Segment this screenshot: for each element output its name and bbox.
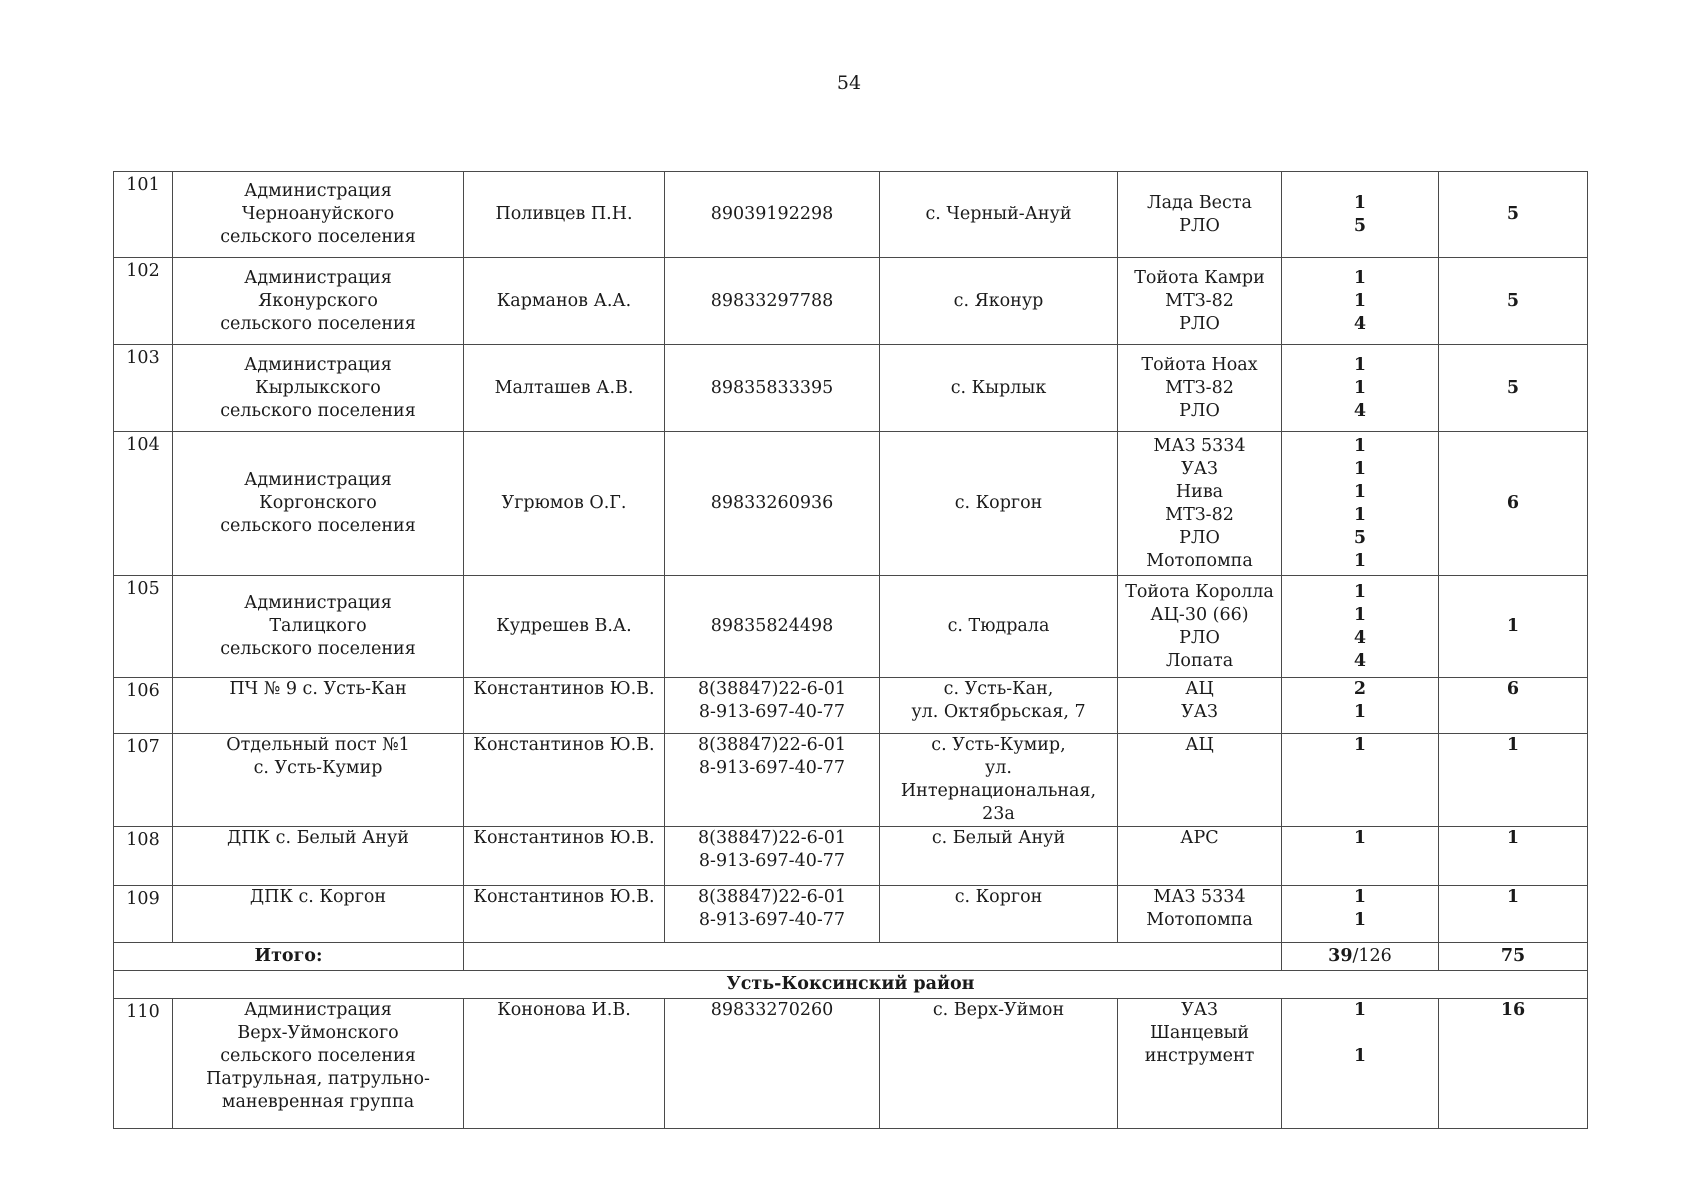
quantity-cell-line: 1 bbox=[1353, 1046, 1367, 1066]
quantity-cell-line: 1 bbox=[1353, 604, 1367, 625]
equipment-cell-line: МАЗ 5334 bbox=[1153, 435, 1246, 456]
resources-table bbox=[113, 171, 1588, 1129]
responsible-person-cell-line: Константинов Ю.В. bbox=[473, 679, 655, 699]
organization-cell-line: Коргонского bbox=[259, 493, 377, 513]
phone-cell-line: 8(38847)22-6-01 bbox=[698, 828, 846, 848]
organization-cell-line: Администрация bbox=[244, 267, 392, 288]
responsible-person-cell-line: Карманов А.А. bbox=[496, 290, 632, 311]
organization-cell-line: Талицкого bbox=[269, 616, 367, 636]
personnel-total-cell: 1 bbox=[1439, 576, 1588, 678]
organization-cell-line: сельского поселения bbox=[220, 1046, 416, 1066]
equipment-cell-line: УАЗ bbox=[1181, 1000, 1218, 1020]
quantity-cell bbox=[1282, 345, 1439, 432]
organization-cell-line: Черноануйского bbox=[241, 204, 395, 224]
address-cell bbox=[880, 886, 1118, 943]
equipment-cell bbox=[1118, 999, 1282, 1129]
table-row bbox=[114, 345, 1588, 432]
organization-cell-line: Патрульная, патрульно- bbox=[206, 1069, 430, 1089]
personnel-total-cell: 5 bbox=[1439, 345, 1588, 432]
row-number: 110 bbox=[114, 999, 173, 1129]
equipment-cell-line: Мотопомпа bbox=[1146, 550, 1253, 571]
address-cell-line: с. Яконур bbox=[953, 290, 1044, 311]
row-number: 105 bbox=[114, 576, 173, 678]
organization-cell-line: сельского поселения bbox=[220, 400, 416, 421]
equipment-cell-line: МТЗ-82 bbox=[1165, 504, 1234, 525]
quantity-cell-line: 4 bbox=[1353, 313, 1367, 334]
phone-cell-line: 89833260936 bbox=[710, 493, 834, 513]
organization-cell bbox=[173, 576, 464, 678]
address-cell-line: с. Белый Ануй bbox=[931, 828, 1066, 848]
organization-cell bbox=[173, 886, 464, 943]
total-quantity: 39/126 bbox=[1282, 943, 1439, 971]
equipment-cell-line: РЛО bbox=[1179, 627, 1220, 648]
phone-cell bbox=[665, 734, 880, 827]
organization-cell-line: Администрация bbox=[244, 593, 392, 613]
organization-cell bbox=[173, 172, 464, 258]
phone-cell bbox=[665, 886, 880, 943]
row-number: 106 bbox=[114, 678, 173, 734]
table-row bbox=[114, 734, 1588, 827]
personnel-total-cell: 6 bbox=[1439, 678, 1588, 734]
quantity-cell-line: 2 bbox=[1353, 679, 1367, 699]
phone-cell-line: 89039192298 bbox=[710, 204, 834, 224]
organization-cell-line: Кырлыкского bbox=[255, 377, 381, 398]
responsible-person-cell-line: Угрюмов О.Г. bbox=[501, 493, 627, 513]
organization-cell-line: Администрация bbox=[244, 354, 392, 375]
organization-cell-line: сельского поселения bbox=[220, 639, 416, 659]
address-cell-line: 23а bbox=[982, 804, 1015, 824]
organization-cell-line: сельского поселения bbox=[220, 516, 416, 536]
quantity-cell-line: 4 bbox=[1353, 627, 1367, 648]
row-number: 108 bbox=[114, 827, 173, 886]
quantity-cell-line: 1 bbox=[1353, 910, 1367, 930]
quantity-cell bbox=[1282, 258, 1439, 345]
equipment-cell-line: Шанцевый bbox=[1149, 1023, 1250, 1043]
personnel-total-cell: 6 bbox=[1439, 432, 1588, 576]
responsible-person-cell-line: Кононова И.В. bbox=[497, 1000, 631, 1020]
organization-cell-line: Яконурского bbox=[258, 290, 378, 311]
equipment-cell-line: АЦ-30 (66) bbox=[1150, 604, 1249, 625]
responsible-person-cell bbox=[464, 172, 665, 258]
equipment-cell-line: Мотопомпа bbox=[1146, 910, 1253, 930]
equipment-cell-line: Тойота Камри bbox=[1134, 267, 1265, 288]
address-cell-line: с. Черный-Ануй bbox=[925, 204, 1072, 224]
responsible-person-cell bbox=[464, 827, 665, 886]
equipment-cell-line: МАЗ 5334 bbox=[1153, 887, 1246, 907]
personnel-total-cell: 1 bbox=[1439, 827, 1588, 886]
equipment-cell-line: РЛО bbox=[1179, 527, 1220, 548]
table-row bbox=[114, 576, 1588, 678]
row-number: 104 bbox=[114, 432, 173, 576]
organization-cell-line: ПЧ № 9 с. Усть-Кан bbox=[229, 679, 407, 699]
phone-cell bbox=[665, 576, 880, 678]
phone-cell-line: 8-913-697-40-77 bbox=[698, 702, 846, 722]
phone-cell-line: 8(38847)22-6-01 bbox=[698, 679, 846, 699]
phone-cell bbox=[665, 432, 880, 576]
organization-cell-line: с. Усть-Кумир bbox=[253, 758, 383, 778]
organization-cell bbox=[173, 678, 464, 734]
personnel-total-cell: 5 bbox=[1439, 172, 1588, 258]
address-cell-line: с. Тюдрала bbox=[947, 616, 1050, 636]
quantity-cell-line: 1 bbox=[1353, 581, 1367, 602]
responsible-person-cell-line: Поливцев П.Н. bbox=[495, 204, 633, 224]
quantity-cell bbox=[1282, 432, 1439, 576]
quantity-cell-line: 1 bbox=[1353, 354, 1367, 375]
responsible-person-cell bbox=[464, 432, 665, 576]
row-number: 103 bbox=[114, 345, 173, 432]
quantity-cell-line bbox=[1288, 1022, 1432, 1045]
page-number: 54 bbox=[836, 72, 862, 94]
equipment-cell-line: РЛО bbox=[1179, 313, 1220, 334]
responsible-person-cell-line: Малташев А.В. bbox=[494, 377, 634, 398]
equipment-cell-line: УАЗ bbox=[1181, 458, 1218, 479]
equipment-cell-line: МТЗ-82 bbox=[1165, 290, 1234, 311]
equipment-cell bbox=[1118, 576, 1282, 678]
quantity-cell-line: 1 bbox=[1353, 290, 1367, 311]
table-row bbox=[114, 172, 1588, 258]
address-cell bbox=[880, 258, 1118, 345]
personnel-total-cell: 1 bbox=[1439, 886, 1588, 943]
responsible-person-cell-line: Константинов Ю.В. bbox=[473, 735, 655, 755]
total-personnel: 75 bbox=[1439, 943, 1588, 971]
responsible-person-cell bbox=[464, 258, 665, 345]
address-cell-line: с. Коргон bbox=[954, 887, 1043, 907]
address-cell-line: с. Верх-Уймон bbox=[932, 1000, 1065, 1020]
equipment-cell-line: АЦ bbox=[1185, 679, 1214, 699]
equipment-cell bbox=[1118, 432, 1282, 576]
quantity-cell-line: 1 bbox=[1353, 550, 1367, 571]
equipment-cell-line: МТЗ-82 bbox=[1165, 377, 1234, 398]
organization-cell-line: Администрация bbox=[244, 181, 392, 201]
phone-cell-line: 8(38847)22-6-01 bbox=[698, 887, 846, 907]
quantity-cell-line: 4 bbox=[1353, 650, 1367, 671]
table-row bbox=[114, 886, 1588, 943]
quantity-cell-line: 1 bbox=[1353, 828, 1367, 848]
responsible-person-cell bbox=[464, 999, 665, 1129]
organization-cell-line: Отдельный пост №1 bbox=[226, 735, 410, 755]
address-cell bbox=[880, 432, 1118, 576]
organization-cell bbox=[173, 827, 464, 886]
responsible-person-cell bbox=[464, 886, 665, 943]
organization-cell-line: Администрация bbox=[244, 1000, 392, 1020]
phone-cell bbox=[665, 999, 880, 1129]
responsible-person-cell-line: Кудрешев В.А. bbox=[496, 616, 632, 636]
organization-cell bbox=[173, 345, 464, 432]
equipment-cell-line: Тойота Королла bbox=[1125, 581, 1274, 602]
row-number: 107 bbox=[114, 734, 173, 827]
phone-cell bbox=[665, 827, 880, 886]
responsible-person-cell bbox=[464, 734, 665, 827]
table-row bbox=[114, 999, 1588, 1129]
total-row bbox=[114, 943, 1588, 971]
quantity-cell bbox=[1282, 734, 1439, 827]
equipment-cell bbox=[1118, 827, 1282, 886]
organization-cell bbox=[173, 432, 464, 576]
quantity-cell bbox=[1282, 678, 1439, 734]
phone-cell-line: 8-913-697-40-77 bbox=[698, 910, 846, 930]
table-row bbox=[114, 258, 1588, 345]
phone-cell bbox=[665, 678, 880, 734]
quantity-cell-line: 5 bbox=[1353, 527, 1367, 548]
quantity-cell bbox=[1282, 576, 1439, 678]
quantity-cell bbox=[1282, 172, 1439, 258]
personnel-total-cell: 1 bbox=[1439, 734, 1588, 827]
phone-cell-line: 8-913-697-40-77 bbox=[698, 851, 846, 871]
quantity-cell-line: 1 bbox=[1353, 377, 1367, 398]
equipment-cell-line: АЦ bbox=[1185, 735, 1214, 755]
quantity-cell-line: 1 bbox=[1353, 435, 1367, 456]
district-header-row bbox=[114, 971, 1588, 999]
quantity-cell-line: 5 bbox=[1353, 215, 1367, 236]
organization-cell bbox=[173, 258, 464, 345]
responsible-person-cell bbox=[464, 576, 665, 678]
equipment-cell bbox=[1118, 258, 1282, 345]
quantity-cell bbox=[1282, 999, 1439, 1129]
address-cell-line: с. Усть-Кан, bbox=[943, 679, 1054, 699]
equipment-cell-line: АРС bbox=[1180, 828, 1219, 848]
equipment-cell bbox=[1118, 172, 1282, 258]
quantity-cell-line: 1 bbox=[1353, 735, 1367, 755]
address-cell bbox=[880, 734, 1118, 827]
responsible-person-cell-line: Константинов Ю.В. bbox=[473, 887, 655, 907]
quantity-cell-line: 1 bbox=[1353, 504, 1367, 525]
organization-cell-line: Верх-Уймонского bbox=[237, 1023, 399, 1043]
quantity-cell-line: 1 bbox=[1353, 1000, 1367, 1020]
address-cell bbox=[880, 678, 1118, 734]
address-cell bbox=[880, 172, 1118, 258]
equipment-cell bbox=[1118, 345, 1282, 432]
personnel-total-cell: 5 bbox=[1439, 258, 1588, 345]
organization-cell-line: ДПК с. Белый Ануй bbox=[227, 828, 409, 848]
phone-cell bbox=[665, 345, 880, 432]
equipment-cell bbox=[1118, 734, 1282, 827]
row-number: 102 bbox=[114, 258, 173, 345]
organization-cell-line: ДПК с. Коргон bbox=[249, 887, 387, 907]
row-number: 101 bbox=[114, 172, 173, 258]
address-cell bbox=[880, 576, 1118, 678]
equipment-cell-line: Тойота Ноах bbox=[1141, 354, 1258, 375]
address-cell bbox=[880, 999, 1118, 1129]
phone-cell-line: 89833297788 bbox=[710, 290, 834, 311]
phone-cell bbox=[665, 258, 880, 345]
phone-cell-line: 8-913-697-40-77 bbox=[698, 758, 846, 778]
equipment-cell-line: Лопата bbox=[1165, 650, 1234, 671]
address-cell-line: ул. Интернациональная, bbox=[900, 758, 1097, 801]
quantity-cell-line: 1 bbox=[1353, 887, 1367, 907]
organization-cell bbox=[173, 734, 464, 827]
quantity-cell-line: 1 bbox=[1353, 481, 1367, 502]
equipment-cell-line: Нива bbox=[1175, 481, 1224, 502]
phone-cell-line: 8(38847)22-6-01 bbox=[698, 735, 846, 755]
equipment-cell-line: инструмент bbox=[1144, 1046, 1255, 1066]
address-cell-line: с. Коргон bbox=[954, 493, 1043, 513]
organization-cell-line: сельского поселения bbox=[220, 227, 416, 247]
phone-cell bbox=[665, 172, 880, 258]
address-cell bbox=[880, 827, 1118, 886]
equipment-cell-line: РЛО bbox=[1179, 400, 1220, 421]
address-cell-line: ул. Октябрьская, 7 bbox=[911, 702, 1086, 722]
organization-cell-line: маневренная группа bbox=[221, 1092, 415, 1112]
quantity-cell-line: 1 bbox=[1353, 267, 1367, 288]
responsible-person-cell-line: Константинов Ю.В. bbox=[473, 828, 655, 848]
equipment-cell-line: Лада Веста bbox=[1147, 192, 1252, 213]
equipment-cell-line: РЛО bbox=[1179, 215, 1220, 236]
organization-cell-line: сельского поселения bbox=[220, 313, 416, 334]
responsible-person-cell bbox=[464, 345, 665, 432]
phone-cell-line: 89835833395 bbox=[710, 377, 834, 398]
organization-cell-line: Администрация bbox=[244, 470, 392, 490]
personnel-total-cell: 16 bbox=[1439, 999, 1588, 1129]
phone-cell-line: 89835824498 bbox=[710, 616, 834, 636]
quantity-cell-line: 4 bbox=[1353, 400, 1367, 421]
phone-cell-line: 89833270260 bbox=[710, 1000, 834, 1020]
quantity-cell bbox=[1282, 827, 1439, 886]
row-number: 109 bbox=[114, 886, 173, 943]
quantity-cell-line: 1 bbox=[1353, 702, 1367, 722]
address-cell-line: с. Кырлык bbox=[950, 377, 1047, 398]
total-empty-cell bbox=[464, 943, 1282, 971]
quantity-cell-line: 1 bbox=[1353, 192, 1367, 213]
address-cell-line: с. Усть-Кумир, bbox=[931, 735, 1066, 755]
quantity-cell bbox=[1282, 886, 1439, 943]
equipment-cell bbox=[1118, 886, 1282, 943]
table-row bbox=[114, 678, 1588, 734]
equipment-cell bbox=[1118, 678, 1282, 734]
total-label: Итого: bbox=[114, 943, 464, 971]
table-row bbox=[114, 432, 1588, 576]
quantity-cell-line: 1 bbox=[1353, 458, 1367, 479]
district-name: Усть-Коксинский район bbox=[114, 971, 1588, 999]
address-cell bbox=[880, 345, 1118, 432]
organization-cell bbox=[173, 999, 464, 1129]
equipment-cell-line: УАЗ bbox=[1181, 702, 1218, 722]
table-row bbox=[114, 827, 1588, 886]
responsible-person-cell bbox=[464, 678, 665, 734]
